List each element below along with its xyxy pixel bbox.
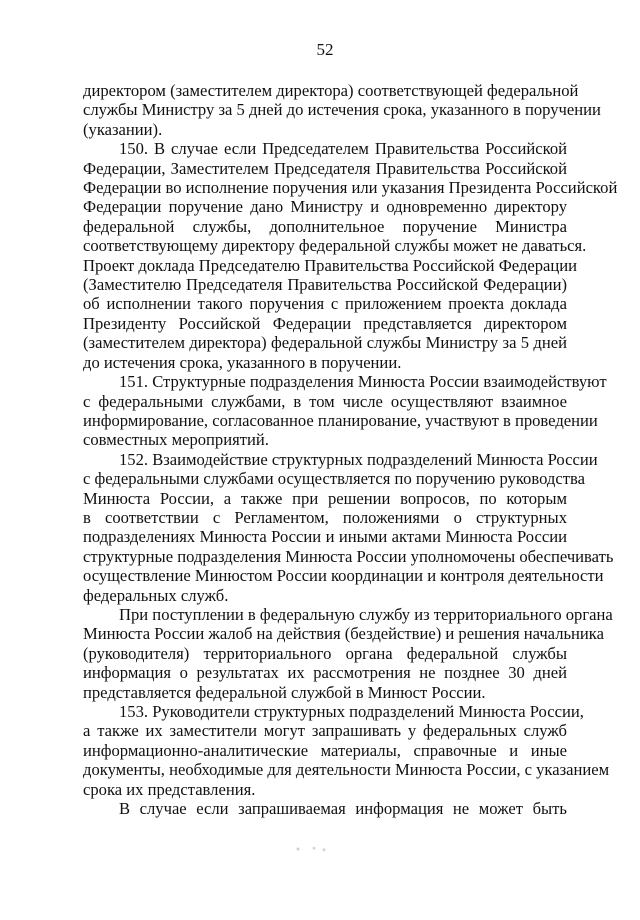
text-line: Минюста России жалоб на действия (бездействие) и решения начальника (83, 624, 604, 644)
text-line: с федеральными службами, в том числе осуществляют взаимное (83, 391, 567, 411)
page-number: 52 (316, 40, 334, 59)
text-line: 152. Взаимодействие структурных подразделений Минюста России (119, 449, 598, 469)
text-line: (руководителя) территориального органа федеральной службы (83, 643, 567, 663)
text-line: 151. Структурные подразделения Минюста России взаимодействуют (119, 372, 607, 392)
text-line: документы, необходимые для деятельности Минюста России, с указанием (83, 760, 610, 780)
text-line: (Заместителю Председателя Правительства Российской Федерации) (83, 275, 567, 295)
paragraph (83, 139, 618, 372)
paragraph (83, 604, 613, 702)
text-line: информационно-аналитические материалы, справочные и иные (83, 740, 567, 760)
text-line: 153. Руководители структурных подразделений Минюста России, (119, 702, 584, 721)
text-line: директором (заместителем директора) соответствующей федеральной (83, 81, 579, 100)
text-line: срока их представления. (83, 779, 256, 799)
text-line: Федерации поручение дано Министру и одновременно директору (83, 197, 567, 217)
paragraph (83, 372, 607, 450)
text-line: до истечения срока, указанного в поручении. (83, 352, 402, 372)
text-line: Федерации во исполнение поручения или указания Президента Российской (83, 178, 618, 198)
text-line: При поступлении в федеральную службу из территориального органа (119, 604, 613, 624)
text-line: а также их заместители могут запрашивать у федеральных служб (83, 721, 567, 741)
text-line: (заместителем директора) федеральной службы Министру за 5 дней (83, 333, 567, 353)
text-line: Проект доклада Председателю Правительства Российской Федерации (83, 255, 578, 275)
document-body (83, 81, 618, 819)
text-line: 150. В случае если Председателем Правительства Российской (119, 139, 567, 159)
text-line: с федеральными службами осуществляется по поручению руководства (83, 469, 585, 489)
text-line: структурные подразделения Минюста России уполномочены обеспечивать (83, 546, 614, 566)
scan-artifact (290, 845, 330, 853)
paragraph (83, 81, 601, 139)
text-line: федеральных служб. (83, 585, 229, 605)
paragraph (83, 449, 614, 605)
text-line: в соответствии с Регламентом, положениями о структурных (83, 507, 567, 527)
text-line: В случае если запрашиваемая информация не может быть (119, 799, 567, 819)
text-line: Федерации, Заместителем Председателя Правительства Российской (83, 158, 567, 178)
text-line: соответствующему директору федеральной службы может не даваться. (83, 236, 587, 256)
text-line: Президенту Российской Федерации представляется директором (83, 313, 567, 333)
text-line: об исполнении такого поручения с приложением проекта доклада (83, 294, 567, 314)
text-line: осуществление Минюстом России координации и контроля деятельности (83, 566, 604, 586)
text-line: службы Министру за 5 дней до истечения срока, указанного в поручении (83, 100, 601, 120)
text-line: федеральной службы, дополнительное поручение Министра (83, 216, 567, 236)
text-line: совместных мероприятий. (83, 430, 269, 450)
text-line: (указании). (83, 119, 163, 139)
text-line: информация о результатах их рассмотрения не позднее 30 дней (83, 663, 567, 683)
text-line: представляется федеральной службой в Минюст России. (83, 682, 486, 702)
text-line: информирование, согласованное планирование, участвуют в проведении (83, 410, 598, 430)
paragraph (83, 702, 610, 799)
text-line: подразделениях Минюста России и иными актами Минюста России (83, 527, 567, 547)
paragraph (83, 799, 567, 818)
text-line: Минюста России, а также при решении вопросов, по которым (83, 488, 567, 508)
